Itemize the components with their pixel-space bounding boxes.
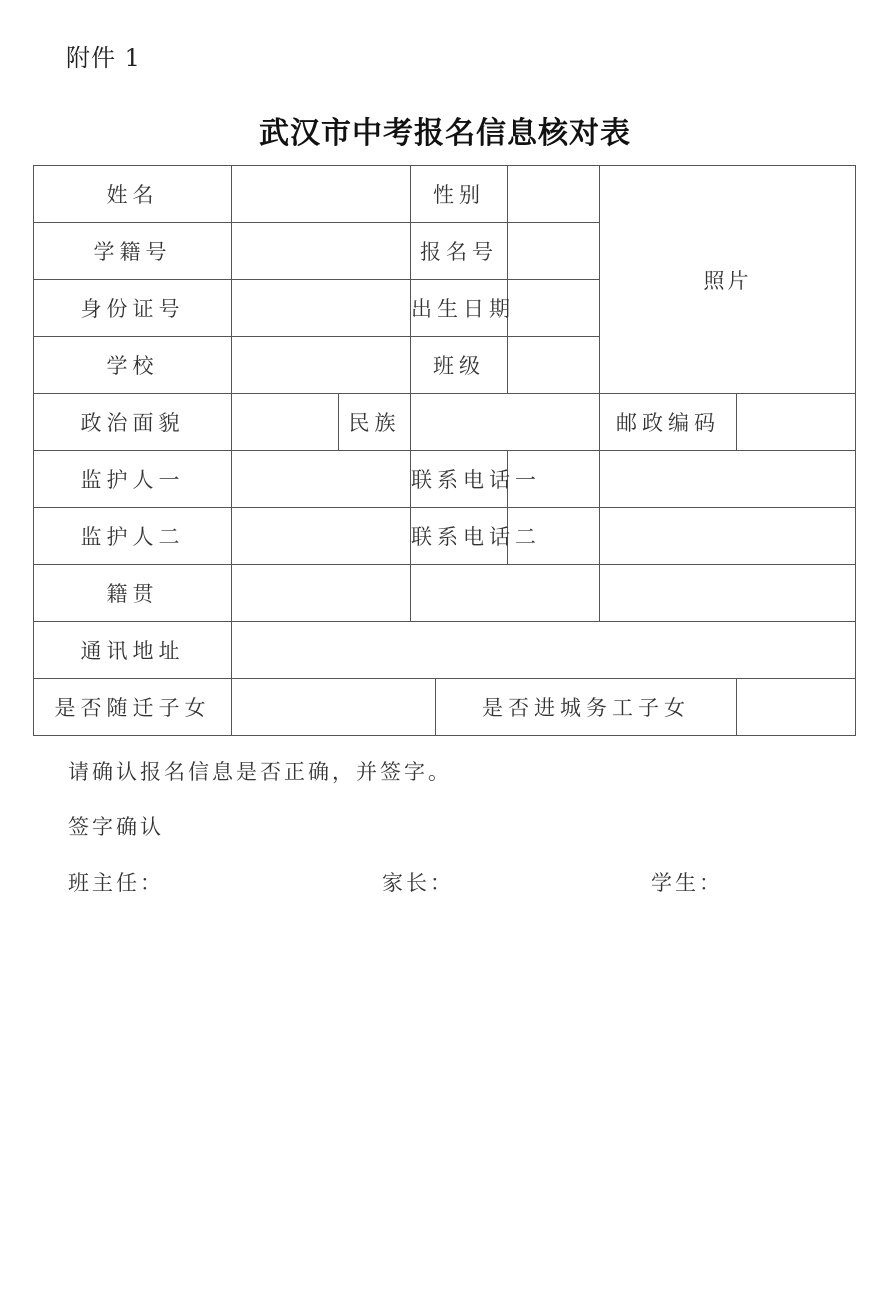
parent-signature-label: 家长： (382, 871, 454, 895)
attachment-label: 附件 1 (66, 44, 141, 72)
native-place-county-field[interactable] (600, 565, 856, 622)
student-number-field[interactable] (232, 223, 411, 280)
sign-confirm-heading: 签字确认 (68, 815, 164, 839)
class-field[interactable] (508, 337, 600, 394)
gender-field[interactable] (508, 166, 600, 223)
native-place-field[interactable] (232, 565, 411, 622)
id-number-label: 身份证号 (34, 280, 232, 337)
page-title: 武汉市中考报名信息核对表 (259, 116, 631, 151)
native-place-city-field[interactable] (411, 565, 600, 622)
id-number-field[interactable] (232, 280, 411, 337)
address-label: 通讯地址 (34, 622, 232, 679)
name-label: 姓名 (34, 166, 232, 223)
guardian-1-field[interactable] (232, 451, 411, 508)
class-label: 班级 (411, 337, 508, 394)
guardian-1-label: 监护人一 (34, 451, 232, 508)
table-row (34, 679, 856, 736)
birth-date-field[interactable] (508, 280, 600, 337)
address-field[interactable] (232, 622, 856, 679)
table-row (34, 394, 856, 451)
table-row (34, 166, 856, 223)
birth-date-label: 出生日期 (411, 280, 508, 337)
guardian-2-field[interactable] (232, 508, 411, 565)
table-row (34, 622, 856, 679)
registration-form-table (33, 165, 856, 736)
table-row (34, 451, 856, 508)
registration-number-field[interactable] (508, 223, 600, 280)
phone-1-extra-field[interactable] (600, 451, 856, 508)
name-field[interactable] (232, 166, 411, 223)
relocated-child-label: 是否随迁子女 (34, 679, 232, 736)
postal-code-field[interactable] (737, 394, 856, 451)
guardian-2-label: 监护人二 (34, 508, 232, 565)
political-status-label: 政治面貌 (34, 394, 232, 451)
registration-number-label: 报名号 (411, 223, 508, 280)
student-signature-label: 学生： (651, 871, 723, 895)
school-field[interactable] (232, 337, 411, 394)
gender-label: 性别 (411, 166, 508, 223)
ethnicity-field[interactable] (411, 394, 600, 451)
political-status-field[interactable] (232, 394, 339, 451)
table-row (34, 508, 856, 565)
migrant-worker-child-label: 是否进城务工子女 (436, 679, 737, 736)
photo-box[interactable]: 照片 (600, 166, 856, 394)
student-number-label: 学籍号 (34, 223, 232, 280)
migrant-worker-child-field[interactable] (737, 679, 856, 736)
relocated-child-field[interactable] (232, 679, 436, 736)
postal-code-label: 邮政编码 (600, 394, 737, 451)
table-row (34, 565, 856, 622)
ethnicity-label: 民族 (339, 394, 411, 451)
phone-2-extra-field[interactable] (600, 508, 856, 565)
teacher-signature-label: 班主任： (68, 871, 164, 895)
confirm-instruction: 请确认报名信息是否正确，并签字。 (68, 760, 452, 784)
native-place-label: 籍贯 (34, 565, 232, 622)
phone-1-label: 联系电话一 (411, 451, 508, 508)
school-label: 学校 (34, 337, 232, 394)
phone-2-label: 联系电话二 (411, 508, 508, 565)
